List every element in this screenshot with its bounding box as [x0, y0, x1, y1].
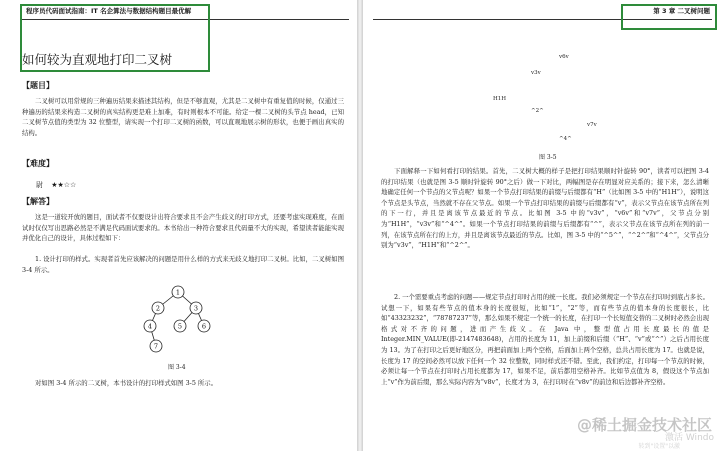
printed-tree-figure [473, 48, 633, 148]
binary-tree-figure [130, 280, 230, 360]
left-page-header: 程序员代码面试指南：IT 名企算法与数据结构题目最优解 [26, 7, 192, 15]
figure-caption-3-4: 图 3-4 [168, 364, 186, 371]
answer-text-1: 这是一道较开放的题目，面试者不仅要设计出符合要求且不会产生歧义的打印方式，还要考虑实现难度，在面试时仅仅写出思路必然是不满足代码面试要求的。本书给出一种符合要求且代码量不大的实现，希望读者能能实现并优化自己的设计，具体过程如下： [22, 213, 344, 243]
watermark-logo-text: @稀土掘金技术社区 [576, 416, 712, 434]
left-page [0, 0, 357, 451]
answer-text-2: 1. 设计打印的样式。实现者首先应该解决的问题是用什么样的方式来无歧义地打印二叉树。比如，二叉树如图 3-4 所示。 [22, 255, 344, 274]
tree-node-7: 7 [153, 342, 159, 351]
length-paragraph: 2. 一个需要重点考虑的问题——规定节点打印时占用的统一长度。我们必须规定一个节点在打印时到底占多长。试想一下，如果有些节点的值本身的长度很短，比如“1”，“2”等，而有些节点的值本身的长度很长，比如“43323232”，“78787237”等，那么如果不规定一个统一的长度，在打印一个长短值交替的二叉树时必然会出现格式对不齐的问题，进而产生歧义。在 Java 中，整型值占用长度最长的值是 Integer.MIN_VALUE(即-2147483648)，占用的长度为 11，加上前缀和后缀（“H”、“v”或“^”）之后占用长度为 13。为了在打印之后更好地区分，再把前面加上两个空格，后面加上两个空格，总共占用长度为 17。也就是说，长度为 17 的空间必然可以放下任何一个 32 位整数，同时样式还不错。至此，我们约定，打印每一个节点的时候，必须让每一个节点在打印时占用长度都为 17，如果不足，前后都用空格补齐。比如节点值为 8，假设这个节点加上“v”作为前后缀，那么实际内容为“v8v”，长度才为 3，在打印时在“v8v”的前边和后边都补齐空格。 [381, 293, 709, 386]
highlight-box [621, 4, 717, 30]
tree-node-3: 3 [193, 304, 199, 313]
fig-label-H1H: H1H [493, 96, 507, 102]
fig-label-v7v: v7v [587, 122, 597, 128]
activation-watermark: 激活 Windo [665, 433, 714, 443]
fig-label-2: ^2^ [531, 108, 544, 114]
difficulty-label: 尉 [36, 181, 43, 189]
section-answer: 【解答】 [22, 197, 54, 206]
section-problem: 【题目】 [22, 81, 54, 90]
difficulty-stars: ★★☆☆ [51, 181, 77, 189]
fig-label-4: ^4^ [559, 136, 572, 142]
figure-caption-3-5: 图 3-5 [539, 154, 557, 161]
fig-label-v3v: v3v [531, 70, 541, 76]
tree-node-1: 1 [175, 288, 181, 297]
tree-node-6: 6 [201, 322, 207, 331]
activation-watermark-sub: 转到"设置"以激 [638, 443, 680, 450]
page-title: 如何较为直观地打印二叉树 [22, 52, 173, 67]
fig-label-v6v: v6v [559, 54, 569, 60]
tree-node-4: 4 [147, 322, 153, 331]
right-page [363, 0, 720, 451]
tree-node-5: 5 [177, 322, 183, 331]
problem-text: 二叉树可以用常规的三种遍历结果来描述其结构，但是不够直观，尤其是二叉树中有重复值的时候，仅通过三种遍历的结果来构造二叉树的真实结构更是难上加难，有时则根本不可能。给定一棵二叉树的头节点 head，已知二叉树节点值的类型为 32 位整型，请实现一个打印二叉树的函数，可以直观地展示树的形状，也便于画出真实的结构。 [22, 97, 344, 137]
explanation-paragraph: 下面解释一下如何看打印的结果。首先，二叉树大概的样子是把打印结果顺时针旋转 90°，读者可以把图 3-4 的打印结果（也就是图 3-5 顺时针旋转 90°之后）做一下对比，两幅图是存在明显对应关系的；接下来，怎么清晰地确定任何一个节点的父节点呢？如果一个节点打印结果的前缀与后缀都有“H”（比如图 3-5 中的“H1H”），说明这个节点是头节点，当然就不存在父节点。如果一个节点打印结果的前缀与后缀都有“v”，表示父节点在该节点所在列的下一行，并且是离该节点最近的节点。比如图 3-5 中的“v3v”，“v6v”和“v7v”，父节点分别为“H1H”，“v3v”和“^4^”。如果一个节点打印结果的前缀与后缀都有“^”，表示父节点在该节点所在列的前一列，在该节点所在行的上方，并且是离该节点最近的节点。比如，图 3-5 中的“^5^”，“^2^”和“^4^”，父节点分别为“v3v”，“H1H”和“^2^”。 [381, 167, 709, 250]
section-difficulty: 【难度】 [22, 159, 54, 168]
bottom-text: 对如图 3-4 所示的二叉树，本书设计的打印样式如图 3-5 所示。 [35, 379, 218, 387]
difficulty-rating [36, 180, 76, 190]
right-page-header: 第 3 章 二叉树问题 [653, 7, 710, 15]
tree-node-2: 2 [155, 304, 161, 313]
